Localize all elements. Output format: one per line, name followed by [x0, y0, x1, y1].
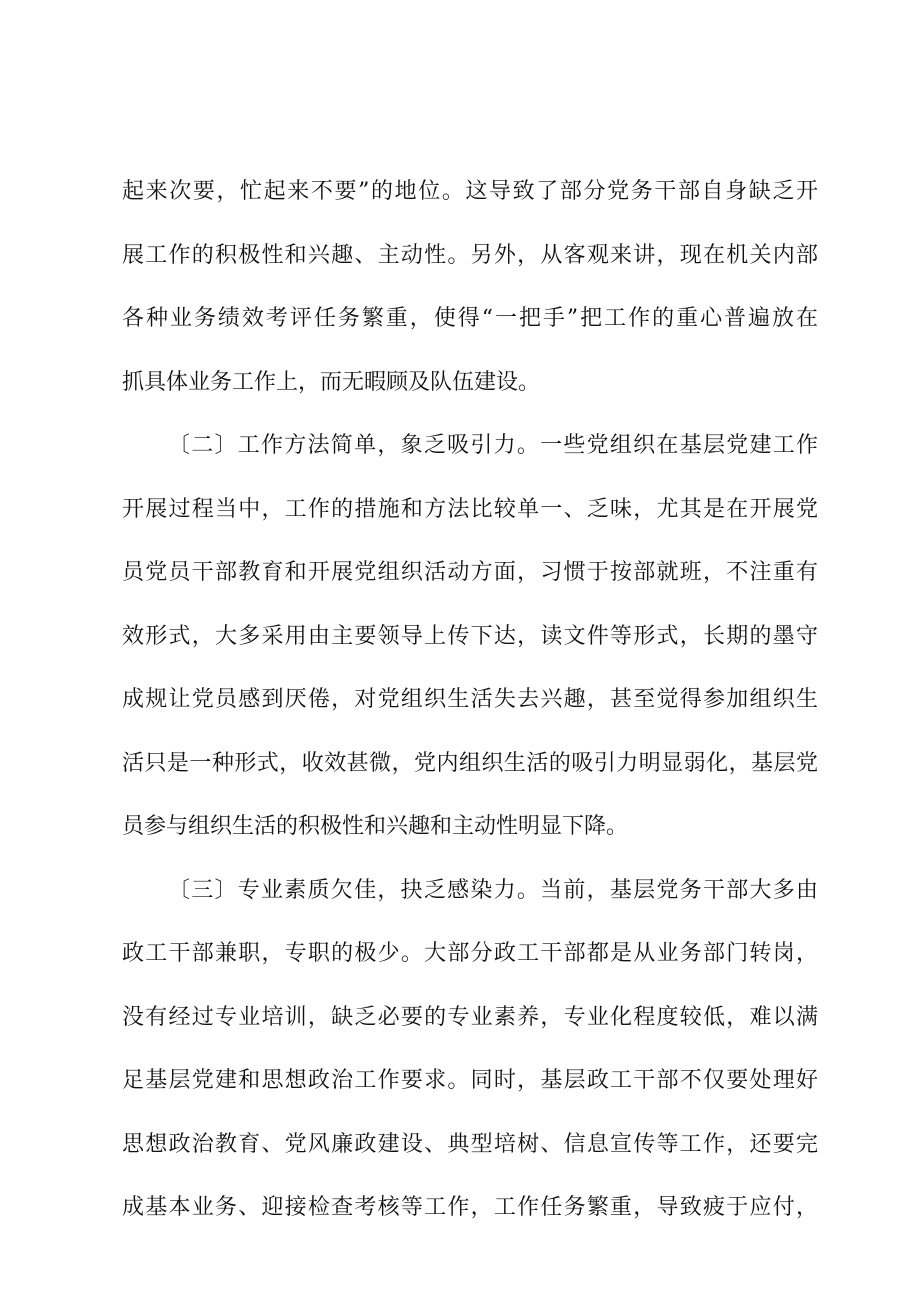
text-line: 员参与组织生活的积极性和兴趣和主动性明显下降。	[122, 814, 629, 839]
text-line: 活只是一种形式，收效甚微，党内组织生活的吸引力明显弱化，基层党	[122, 750, 818, 776]
text-line: 成规让党员感到厌倦，对党组织生活失去兴趣，甚至觉得参加组织生	[122, 687, 818, 712]
document-body	[122, 160, 818, 1240]
text-line: 开展过程当中，工作的措施和方法比较单一、乏味，尤其是在开展党	[122, 496, 818, 522]
text-line: 抓具体业务工作上，而无暇顾及队伍建设。	[122, 369, 541, 395]
text-line: 〔三〕专业素质欠佳，抉乏感染力。当前，基层党务干部大多由	[168, 877, 818, 903]
text-line: 起来次要，忙起来不要”的地位。这导致了部分党务干部自身缺乏开	[122, 179, 818, 204]
paragraph-1	[122, 160, 818, 414]
text-line: 效形式，大多采用由主要领导上传下达，读文件等形式，长期的墨守	[122, 623, 818, 649]
text-line: 足基层党建和思想政治工作要求。同时，基层政工干部不仅要处理好	[122, 1068, 818, 1093]
paragraph-2	[122, 414, 818, 859]
text-line: 政工干部兼职，专职的极少。大部分政工干部都是从业务部门转岗，	[122, 941, 818, 966]
text-line: 没有经过专业培训，缺乏必要的专业素养，专业化程度较低，难以满	[122, 1004, 818, 1030]
paragraph-3	[122, 859, 818, 1240]
text-line: 思想政治教育、党风廉政建设、典型培树、信息宣传等工作，还要完	[122, 1131, 818, 1157]
text-line: 员党员干部教育和开展党组织活动方面，习惯于按部就班，不注重有	[122, 560, 818, 585]
text-line: 各种业务绩效考评任务繁重，使得“一把手”把工作的重心普遍放在	[122, 306, 818, 331]
text-line: 展工作的积极性和兴趣、主动性。另外，从客观来讲，现在机关内部	[122, 242, 818, 268]
text-line: 〔二〕工作方法简单，象乏吸引力。一些党组织在基层党建工作	[168, 433, 818, 458]
text-line: 成基本业务、迎接检查考核等工作，工作任务繁重，导致疲于应付，	[122, 1195, 818, 1220]
